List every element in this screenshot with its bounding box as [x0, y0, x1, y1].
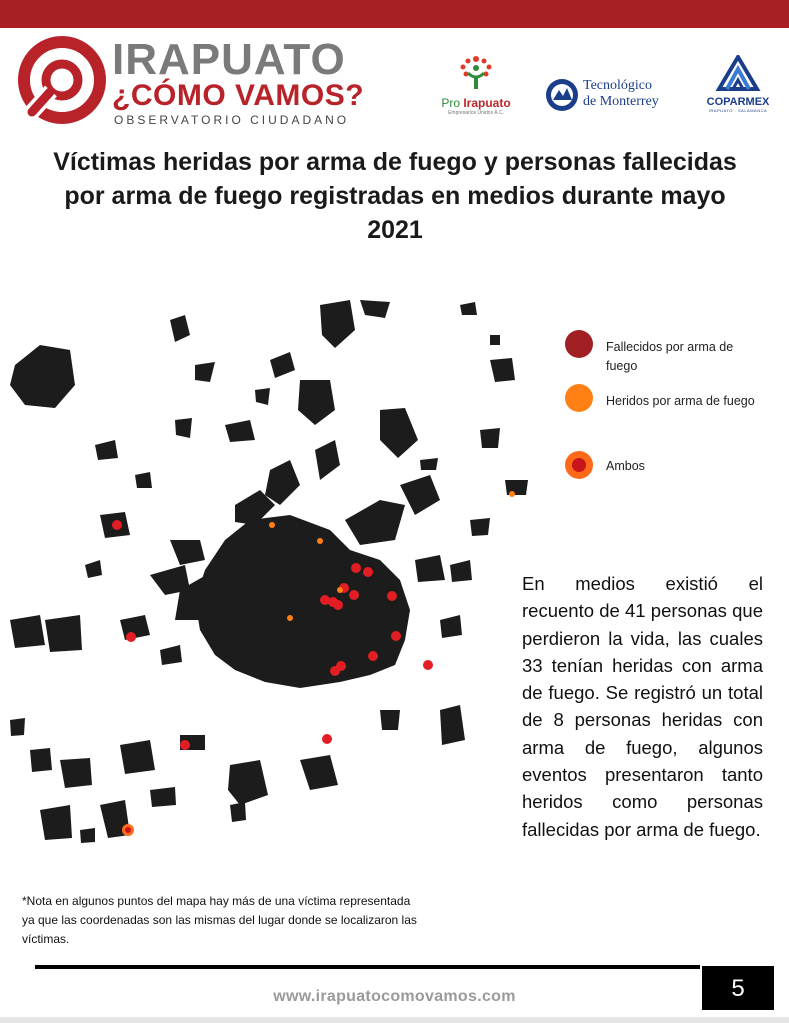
page-title: Víctimas heridas por arma de fuego y personas fallecidas por arma de fuego registradas en medios durante mayo 2021: [53, 148, 737, 244]
coparmex-name: COPARMEX: [706, 96, 770, 108]
pro-irapuato-name-b: Irapuato: [463, 96, 511, 110]
fallecido-point: [351, 563, 361, 573]
pro-irapuato-sub: Empresarios Unidos A.C.: [448, 110, 504, 116]
ambos-point-inner: [125, 827, 131, 833]
fallecido-point: [363, 567, 373, 577]
fallecido-point: [387, 591, 397, 601]
logo-title: IRAPUATO: [112, 35, 346, 84]
coparmex-sub: IRAPUATO · SALAMANCA: [708, 108, 768, 113]
bottom-border: [0, 1017, 789, 1023]
fallecido-point: [112, 520, 122, 530]
fallecido-point: [126, 632, 136, 642]
fallecido-point: [391, 631, 401, 641]
map-note: *Nota en algunos puntos del mapa hay más de una víctima representada ya que las coordenadas son las mismas del lugar donde se localizaron las víctimas.: [22, 894, 417, 946]
urban-areas: [10, 300, 528, 843]
footer-url[interactable]: www.irapuatocomovamos.com: [273, 988, 516, 1005]
fallecido-point: [180, 740, 190, 750]
tec-monterrey-logo: [545, 78, 659, 117]
coparmex-logo: [702, 55, 774, 113]
herido-point: [509, 491, 515, 497]
logo-tagline: OBSERVATORIO CIUDADANO: [114, 113, 350, 127]
herido-point: [269, 522, 275, 528]
pro-irapuato-icon: [456, 55, 496, 91]
fallecido-point: [320, 595, 330, 605]
page-number: 5: [702, 966, 774, 1010]
tec-line2: de Monterrey: [583, 94, 659, 109]
fallecido-point: [368, 651, 378, 661]
legend-ambos-inner: [572, 458, 586, 472]
summary-text: En medios existió el recuento de 41 personas que perdieron la vida, las cuales 33 tenían heridas con arma de fuego. Se registró un total de 8 personas heridas con arma de fuego, algunos eventos presentaron tanto heridos como personas fallecidas por arma de fuego.: [522, 573, 763, 840]
coparmex-icon: [715, 55, 761, 91]
legend-heridos-swatch: [565, 384, 593, 412]
footer-divider: [35, 965, 700, 969]
city-map: [0, 290, 560, 850]
fallecido-point: [333, 600, 343, 610]
tec-line1: Tecnológico: [583, 78, 652, 93]
legend-ambos-label: Ambos: [606, 459, 645, 473]
fallecido-point: [423, 660, 433, 670]
observatory-logo-icon: [18, 36, 106, 124]
top-bar: [0, 0, 789, 28]
fallecido-point: [322, 734, 332, 744]
pro-irapuato-name-a: Pro: [441, 96, 464, 110]
herido-point: [287, 615, 293, 621]
legend-ambos-swatch: [565, 451, 593, 479]
herido-point: [317, 538, 323, 544]
legend-fallecidos-swatch: [565, 330, 593, 358]
ambos-points: [122, 824, 134, 836]
logo-subtitle: ¿CÓMO VAMOS?: [112, 79, 365, 112]
pro-irapuato-logo: [438, 55, 514, 116]
herido-point: [337, 587, 343, 593]
legend-fallecidos-label: Fallecidos por arma de fuego: [606, 340, 734, 373]
fallecido-point: [330, 666, 340, 676]
legend-heridos-label: Heridos por arma de fuego: [606, 394, 755, 408]
fallecido-point: [349, 590, 359, 600]
tec-monterrey-icon: [545, 78, 579, 112]
